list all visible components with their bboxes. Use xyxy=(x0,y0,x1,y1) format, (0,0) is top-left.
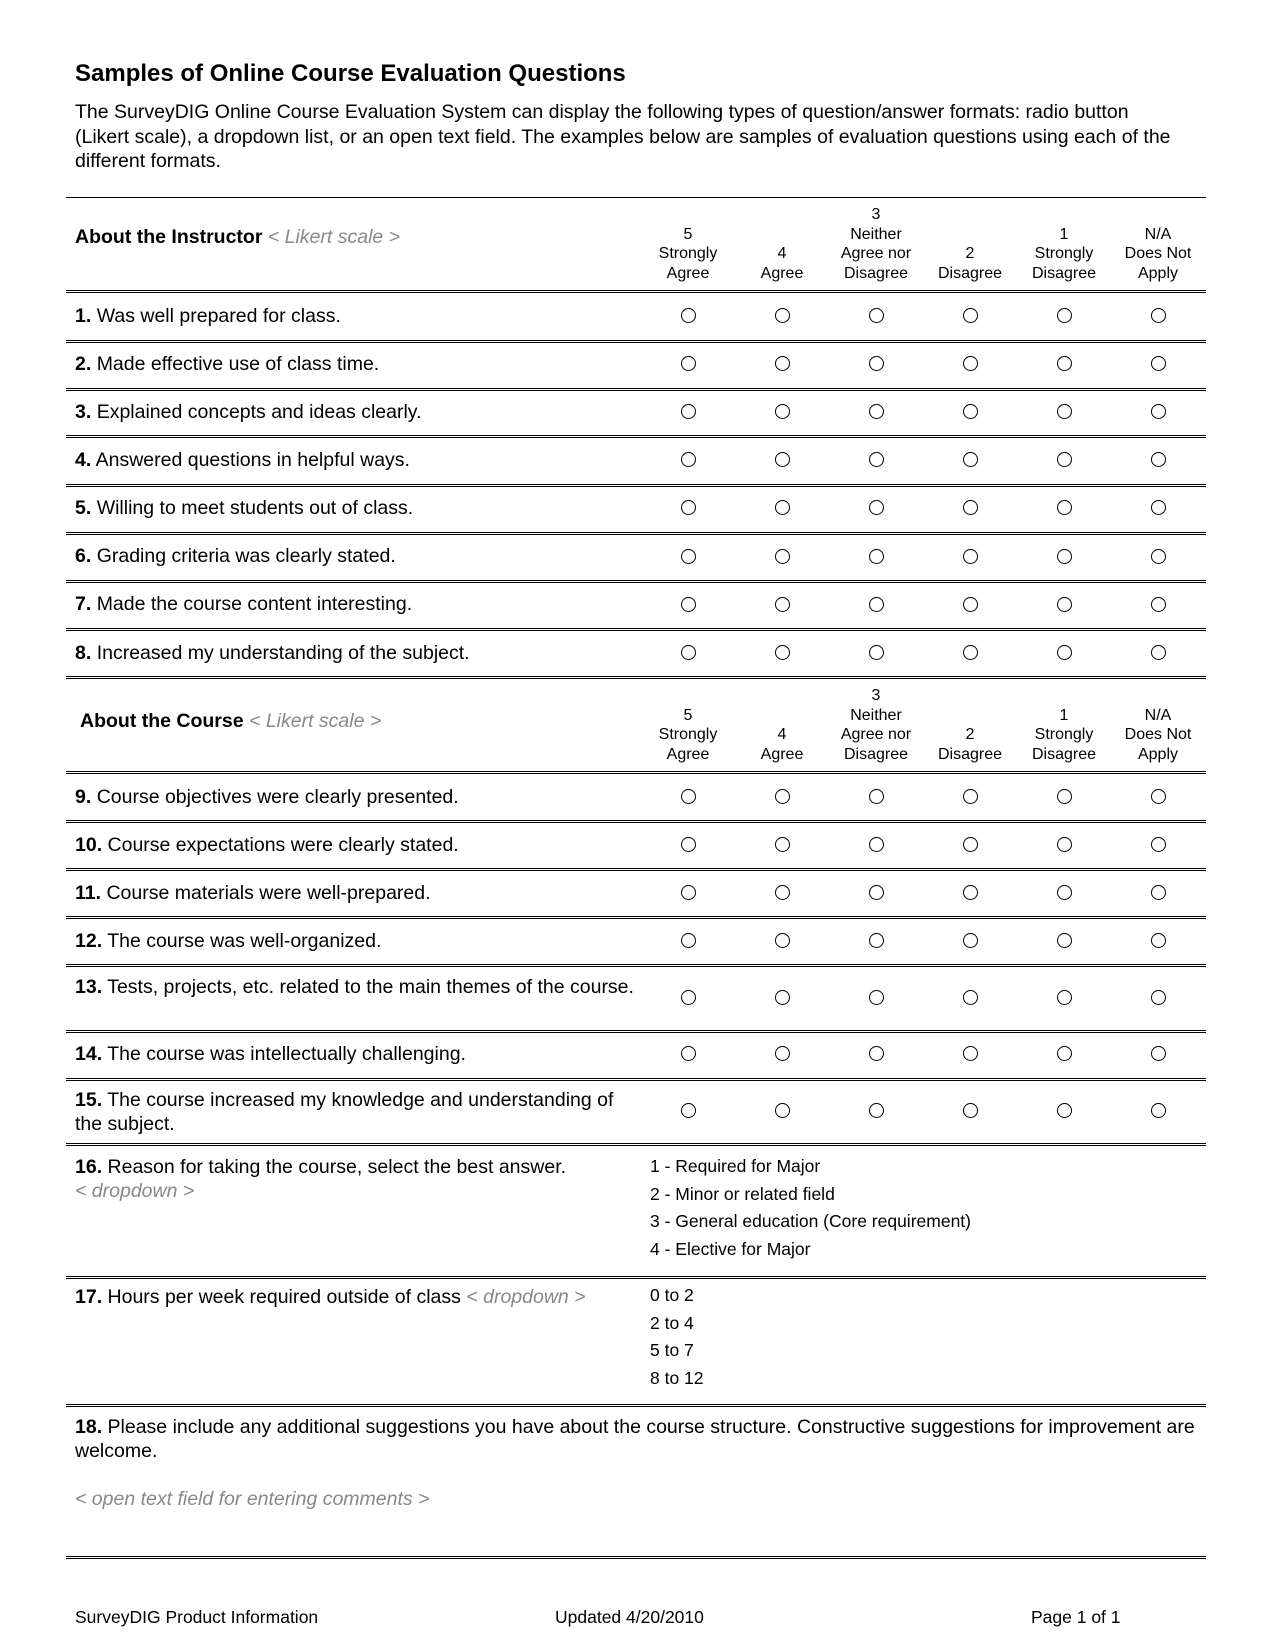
row-divider xyxy=(66,1030,1206,1033)
question-text: The course was intellectually challenging. xyxy=(107,1043,466,1065)
scale-header-line: Disagree xyxy=(843,264,909,282)
likert-radio-3[interactable] xyxy=(963,1046,978,1061)
top-divider xyxy=(66,197,1206,198)
question-17 xyxy=(75,1285,586,1309)
likert-radio-4[interactable] xyxy=(1057,990,1072,1005)
question-number: 10. xyxy=(75,834,103,856)
open-text-field[interactable]: < open text field for entering comments > xyxy=(75,1488,430,1510)
scale-header-instructor-1 xyxy=(737,244,827,283)
scale-header-instructor-5 xyxy=(1113,225,1203,284)
question-number: 18. xyxy=(75,1416,103,1438)
likert-radio-5[interactable] xyxy=(1151,1103,1166,1118)
likert-radio-4[interactable] xyxy=(1057,837,1072,852)
dropdown-option[interactable]: 5 to 7 xyxy=(650,1340,694,1360)
section-title-course: About the Course xyxy=(80,710,244,732)
question-number: 12. xyxy=(75,930,103,952)
question-row xyxy=(75,544,645,568)
question-row xyxy=(75,975,645,999)
scale-header-instructor-3 xyxy=(925,244,1015,283)
question-number: 6. xyxy=(75,545,92,567)
likert-radio-1[interactable] xyxy=(775,1046,790,1061)
scale-header-line: Strongly xyxy=(1034,726,1094,743)
likert-radio-0[interactable] xyxy=(681,1103,696,1118)
row-divider xyxy=(66,1078,1206,1081)
likert-radio-5[interactable] xyxy=(1151,789,1166,804)
dropdown-hint: < dropdown > xyxy=(466,1286,586,1308)
likert-radio-1[interactable] xyxy=(775,789,790,804)
question-number: 8. xyxy=(75,642,92,664)
scale-header-line: Strongly xyxy=(658,245,718,262)
likert-radio-5[interactable] xyxy=(1151,549,1166,564)
scale-header-line: Agree xyxy=(666,264,710,282)
bottom-divider xyxy=(66,1556,1206,1559)
likert-radio-5[interactable] xyxy=(1151,933,1166,948)
question-number: 1. xyxy=(75,305,92,327)
question-text: Hours per week required outside of class xyxy=(107,1286,461,1308)
likert-hint-instructor: < Likert scale > xyxy=(267,226,401,248)
likert-radio-3[interactable] xyxy=(963,500,978,515)
likert-radio-3[interactable] xyxy=(963,597,978,612)
question-text: Course expectations were clearly stated. xyxy=(107,834,459,856)
divider-17 xyxy=(66,1276,1206,1279)
question-row xyxy=(75,785,645,809)
question-number: 5. xyxy=(75,497,92,519)
section-title-instructor: About the Instructor xyxy=(75,226,263,248)
row-divider xyxy=(66,340,1206,343)
divider-18 xyxy=(66,1404,1206,1407)
likert-radio-0[interactable] xyxy=(681,837,696,852)
likert-radio-4[interactable] xyxy=(1057,549,1072,564)
row-divider xyxy=(66,916,1206,919)
scale-header-course-0 xyxy=(643,706,733,765)
likert-radio-1[interactable] xyxy=(775,837,790,852)
likert-radio-3[interactable] xyxy=(963,1103,978,1118)
question-text: Was well prepared for class. xyxy=(96,305,341,327)
likert-radio-1[interactable] xyxy=(775,885,790,900)
likert-hint-course: < Likert scale > xyxy=(249,710,382,732)
likert-radio-4[interactable] xyxy=(1057,404,1072,419)
question-number: 17. xyxy=(75,1286,103,1308)
scale-header-course-1 xyxy=(737,725,827,764)
scale-header-line: N/A xyxy=(1144,225,1172,243)
likert-radio-5[interactable] xyxy=(1151,356,1166,371)
question-text: Made effective use of class time. xyxy=(96,353,380,375)
likert-radio-2[interactable] xyxy=(869,789,884,804)
dropdown-option[interactable]: 8 to 12 xyxy=(650,1367,704,1388)
scale-header-instructor-0 xyxy=(643,225,733,284)
scale-header-line: Neither xyxy=(850,225,902,243)
header-divider-instructor xyxy=(66,290,1206,293)
likert-radio-0[interactable] xyxy=(681,452,696,467)
likert-radio-1[interactable] xyxy=(775,452,790,467)
scale-header-line: Agree xyxy=(666,745,710,763)
question-number: 13. xyxy=(75,976,103,998)
scale-header-course-3 xyxy=(925,725,1015,764)
likert-radio-2[interactable] xyxy=(869,308,884,323)
question-row xyxy=(75,833,645,857)
likert-radio-0[interactable] xyxy=(681,885,696,900)
scale-header-line: 5 xyxy=(683,706,693,724)
question-text: Tests, projects, etc. related to the main themes of the course. xyxy=(107,976,634,998)
dropdown-options-16[interactable] xyxy=(650,1153,971,1263)
dropdown-option[interactable]: 2 - Minor or related field xyxy=(650,1183,835,1204)
row-divider xyxy=(66,1143,1206,1146)
question-number: 15. xyxy=(75,1089,103,1111)
row-divider xyxy=(66,388,1206,391)
likert-radio-4[interactable] xyxy=(1057,933,1072,948)
scale-header-line: 3 xyxy=(871,687,881,704)
scale-header-line: Strongly xyxy=(658,726,718,743)
scale-header-line: Does Not xyxy=(1124,726,1192,743)
likert-radio-5[interactable] xyxy=(1151,404,1166,419)
question-row xyxy=(75,448,645,472)
likert-radio-4[interactable] xyxy=(1057,356,1072,371)
likert-radio-4[interactable] xyxy=(1057,885,1072,900)
likert-radio-3[interactable] xyxy=(963,308,978,323)
likert-radio-5[interactable] xyxy=(1151,597,1166,612)
question-text: Explained concepts and ideas clearly. xyxy=(96,401,422,423)
row-divider xyxy=(66,676,1206,679)
page-title: Samples of Online Course Evaluation Questions xyxy=(75,60,626,87)
dropdown-option[interactable]: 2 to 4 xyxy=(650,1312,694,1333)
question-text: Please include any additional suggestions you have about the course structure. Constructive suggestions for improvement are welcome. xyxy=(75,1416,1195,1462)
scale-header-line: 2 xyxy=(965,245,975,262)
dropdown-option[interactable]: 3 - General education (Core requirement) xyxy=(650,1211,971,1231)
likert-radio-1[interactable] xyxy=(775,500,790,515)
scale-header-instructor-4 xyxy=(1019,225,1109,284)
likert-radio-0[interactable] xyxy=(681,404,696,419)
likert-radio-2[interactable] xyxy=(869,1046,884,1061)
likert-radio-0[interactable] xyxy=(681,549,696,564)
scale-header-line: Agree nor xyxy=(840,245,912,262)
question-row xyxy=(75,881,645,905)
likert-radio-2[interactable] xyxy=(869,933,884,948)
likert-radio-0[interactable] xyxy=(681,990,696,1005)
scale-header-line: 5 xyxy=(683,225,693,243)
likert-radio-3[interactable] xyxy=(963,933,978,948)
likert-radio-5[interactable] xyxy=(1151,645,1166,660)
scale-header-line: Apply xyxy=(1137,264,1179,282)
question-row xyxy=(75,352,645,376)
likert-radio-0[interactable] xyxy=(681,789,696,804)
question-row xyxy=(75,641,645,665)
likert-radio-4[interactable] xyxy=(1057,1046,1072,1061)
likert-radio-4[interactable] xyxy=(1057,452,1072,467)
likert-radio-5[interactable] xyxy=(1151,1046,1166,1061)
scale-header-line: Agree xyxy=(760,264,804,282)
likert-radio-2[interactable] xyxy=(869,597,884,612)
scale-header-line: Does Not xyxy=(1124,245,1192,262)
section-heading-course xyxy=(80,710,381,733)
scale-header-instructor-2 xyxy=(831,205,921,283)
scale-header-line: Disagree xyxy=(937,264,1003,282)
likert-radio-0[interactable] xyxy=(681,356,696,371)
question-row xyxy=(75,304,645,328)
scale-header-line: Disagree xyxy=(843,745,909,763)
likert-radio-1[interactable] xyxy=(775,308,790,323)
likert-radio-1[interactable] xyxy=(775,1103,790,1118)
footer-left: SurveyDIG Product Information xyxy=(75,1607,319,1627)
likert-radio-2[interactable] xyxy=(869,356,884,371)
likert-radio-1[interactable] xyxy=(775,933,790,948)
likert-radio-3[interactable] xyxy=(963,837,978,852)
scale-header-line: Neither xyxy=(850,706,902,724)
likert-radio-0[interactable] xyxy=(681,500,696,515)
question-text: Willing to meet students out of class. xyxy=(96,497,414,519)
likert-radio-0[interactable] xyxy=(681,308,696,323)
question-text: Course objectives were clearly presented. xyxy=(96,786,459,808)
likert-radio-1[interactable] xyxy=(775,549,790,564)
likert-radio-1[interactable] xyxy=(775,356,790,371)
likert-radio-4[interactable] xyxy=(1057,308,1072,323)
likert-radio-2[interactable] xyxy=(869,1103,884,1118)
likert-radio-0[interactable] xyxy=(681,933,696,948)
likert-radio-3[interactable] xyxy=(963,549,978,564)
likert-radio-3[interactable] xyxy=(963,404,978,419)
dropdown-hint: < dropdown > xyxy=(75,1180,195,1202)
likert-radio-4[interactable] xyxy=(1057,789,1072,804)
likert-radio-4[interactable] xyxy=(1057,1103,1072,1118)
likert-radio-3[interactable] xyxy=(963,990,978,1005)
question-row xyxy=(75,929,645,953)
scale-header-line: Agree nor xyxy=(840,726,912,743)
scale-header-line: Agree xyxy=(760,745,804,763)
likert-radio-4[interactable] xyxy=(1057,500,1072,515)
scale-header-line: 1 xyxy=(1059,225,1069,243)
footer-date: Updated 4/20/2010 xyxy=(555,1607,704,1627)
question-text: Reason for taking the course, select the best answer. xyxy=(107,1156,567,1178)
scale-header-line: Disagree xyxy=(1031,264,1097,282)
likert-radio-3[interactable] xyxy=(963,452,978,467)
likert-radio-0[interactable] xyxy=(681,645,696,660)
likert-radio-2[interactable] xyxy=(869,500,884,515)
scale-header-course-4 xyxy=(1019,706,1109,765)
row-divider xyxy=(66,868,1206,871)
header-divider-course xyxy=(66,771,1206,774)
likert-radio-1[interactable] xyxy=(775,597,790,612)
question-number: 3. xyxy=(75,401,92,423)
question-text: Increased my understanding of the subject. xyxy=(96,642,470,664)
likert-radio-3[interactable] xyxy=(963,645,978,660)
question-row xyxy=(75,592,645,616)
row-divider xyxy=(66,435,1206,438)
scale-header-line: Apply xyxy=(1137,745,1179,763)
question-number: 4. xyxy=(75,449,92,471)
dropdown-option[interactable]: 0 to 2 xyxy=(650,1285,694,1305)
scale-header-course-5 xyxy=(1113,706,1203,765)
question-number: 11. xyxy=(75,882,102,904)
question-number: 9. xyxy=(75,786,92,808)
likert-radio-5[interactable] xyxy=(1151,837,1166,852)
question-row xyxy=(75,1042,645,1066)
row-divider xyxy=(66,628,1206,631)
scale-header-line: N/A xyxy=(1144,706,1172,724)
question-number: 7. xyxy=(75,593,92,615)
row-divider xyxy=(66,820,1206,823)
likert-radio-3[interactable] xyxy=(963,356,978,371)
question-text: Grading criteria was clearly stated. xyxy=(96,545,396,567)
scale-header-line: 3 xyxy=(871,206,881,223)
scale-header-line: Disagree xyxy=(937,745,1003,763)
scale-header-line: 2 xyxy=(965,726,975,743)
dropdown-option[interactable]: 1 - Required for Major xyxy=(650,1156,821,1176)
likert-radio-5[interactable] xyxy=(1151,452,1166,467)
likert-radio-0[interactable] xyxy=(681,1046,696,1061)
likert-radio-3[interactable] xyxy=(963,885,978,900)
question-text: Answered questions in helpful ways. xyxy=(95,449,410,471)
question-text: The course was well-organized. xyxy=(107,930,382,952)
question-number: 2. xyxy=(75,353,92,375)
scale-header-course-2 xyxy=(831,686,921,764)
question-text: The course increased my knowledge and understanding of the subject. xyxy=(75,1089,614,1135)
likert-radio-2[interactable] xyxy=(869,549,884,564)
intro-text: The SurveyDIG Online Course Evaluation System can display the following types of question/answer formats: radio button (Likert scale), a dropdown list, or an open text field. The examples below are samples of evaluation questions using each of the different formats. xyxy=(75,101,1171,172)
section-heading-instructor xyxy=(75,226,400,249)
question-18 xyxy=(75,1415,1195,1463)
likert-radio-2[interactable] xyxy=(869,452,884,467)
question-16 xyxy=(75,1155,566,1203)
dropdown-option[interactable]: 4 - Elective for Major xyxy=(650,1238,811,1259)
likert-radio-2[interactable] xyxy=(869,990,884,1005)
question-row xyxy=(75,400,645,424)
likert-radio-1[interactable] xyxy=(775,404,790,419)
row-divider xyxy=(66,484,1206,487)
likert-radio-5[interactable] xyxy=(1151,885,1166,900)
likert-radio-2[interactable] xyxy=(869,645,884,660)
question-text: Made the course content interesting. xyxy=(96,593,413,615)
row-divider xyxy=(66,532,1206,535)
scale-header-line: 1 xyxy=(1059,706,1069,724)
dropdown-options-17[interactable] xyxy=(650,1282,704,1392)
question-text: Course materials were well-prepared. xyxy=(106,882,431,904)
likert-radio-1[interactable] xyxy=(775,645,790,660)
likert-radio-4[interactable] xyxy=(1057,645,1072,660)
scale-header-line: Strongly xyxy=(1034,245,1094,262)
question-number: 16. xyxy=(75,1156,103,1178)
scale-header-line: Disagree xyxy=(1031,745,1097,763)
likert-radio-4[interactable] xyxy=(1057,597,1072,612)
question-row xyxy=(75,496,645,520)
likert-radio-2[interactable] xyxy=(869,837,884,852)
likert-radio-2[interactable] xyxy=(869,885,884,900)
question-number: 14. xyxy=(75,1043,103,1065)
question-row xyxy=(75,1088,645,1136)
likert-radio-5[interactable] xyxy=(1151,500,1166,515)
likert-radio-5[interactable] xyxy=(1151,990,1166,1005)
row-divider xyxy=(66,580,1206,583)
likert-radio-3[interactable] xyxy=(963,789,978,804)
footer-page-number: Page 1 of 1 xyxy=(1031,1607,1121,1627)
scale-header-line: 4 xyxy=(777,726,787,743)
likert-radio-2[interactable] xyxy=(869,404,884,419)
likert-radio-1[interactable] xyxy=(775,990,790,1005)
likert-radio-5[interactable] xyxy=(1151,308,1166,323)
scale-header-line: 4 xyxy=(777,245,787,262)
likert-radio-0[interactable] xyxy=(681,597,696,612)
row-divider xyxy=(66,964,1206,967)
